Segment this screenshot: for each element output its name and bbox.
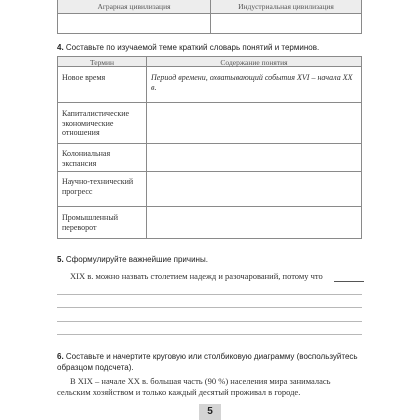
definition-field[interactable] [151,109,359,139]
task-4-number: 4. [57,43,64,52]
task-4 [57,43,319,52]
row-separator [58,206,361,207]
term-capitalist-relations: Капиталистические экономические отношения [62,109,130,137]
task-5-number: 5. [57,255,64,264]
task-5-prompt: XIX в. можно назвать столетием надежд и разочарований, потому что [70,271,323,281]
header-agrarian: Аграрная цивилизация [97,2,171,11]
answer-line[interactable] [57,334,362,335]
task-5 [57,255,208,264]
header-term: Термин [89,58,115,67]
definition-field[interactable] [151,177,359,203]
row-separator [58,171,361,172]
task-6 [57,352,362,373]
definition-new-time: Период времени, охватывающий события XVI – начала XX в. [151,73,353,92]
row-separator [58,102,361,103]
answer-line[interactable] [57,294,362,295]
term-industrial-revolution: Промышленный переворот [62,213,118,232]
definition-field[interactable] [151,213,359,237]
term-scientific-progress: Научно-технический прогресс [62,177,134,196]
terms-divider [146,57,147,238]
answer-line[interactable] [57,307,362,308]
task-6-number: 6. [57,352,64,361]
civilization-table [57,0,362,34]
term-new-time: Новое время [62,73,106,82]
row-separator [58,143,361,144]
definition-field[interactable] [151,149,359,169]
header-content: Содержание понятия [220,58,288,67]
task-6-text: Составьте и начертите круговую или столбиковую диаграмму (воспользуйтесь образцом подсчета). [57,352,358,372]
page-number: 5 [199,404,221,420]
task-5-text: Сформулируйте важнейшие причины. [65,255,208,264]
task-4-text: Составьте по изучаемой теме краткий словарь понятий и терминов. [65,43,320,52]
answer-blank[interactable] [334,281,364,282]
task-6-body: В XIX – начале XX в. большая часть (90 %) населения мира занималась сельским хозяйством и только каждый десятый проживал в городе. [57,376,331,397]
terms-table [57,56,362,239]
answer-line[interactable] [57,321,362,322]
term-colonial-expansion: Колониальная экспансия [62,149,111,168]
header-industrial: Индустриальная цивилизация [238,2,334,11]
